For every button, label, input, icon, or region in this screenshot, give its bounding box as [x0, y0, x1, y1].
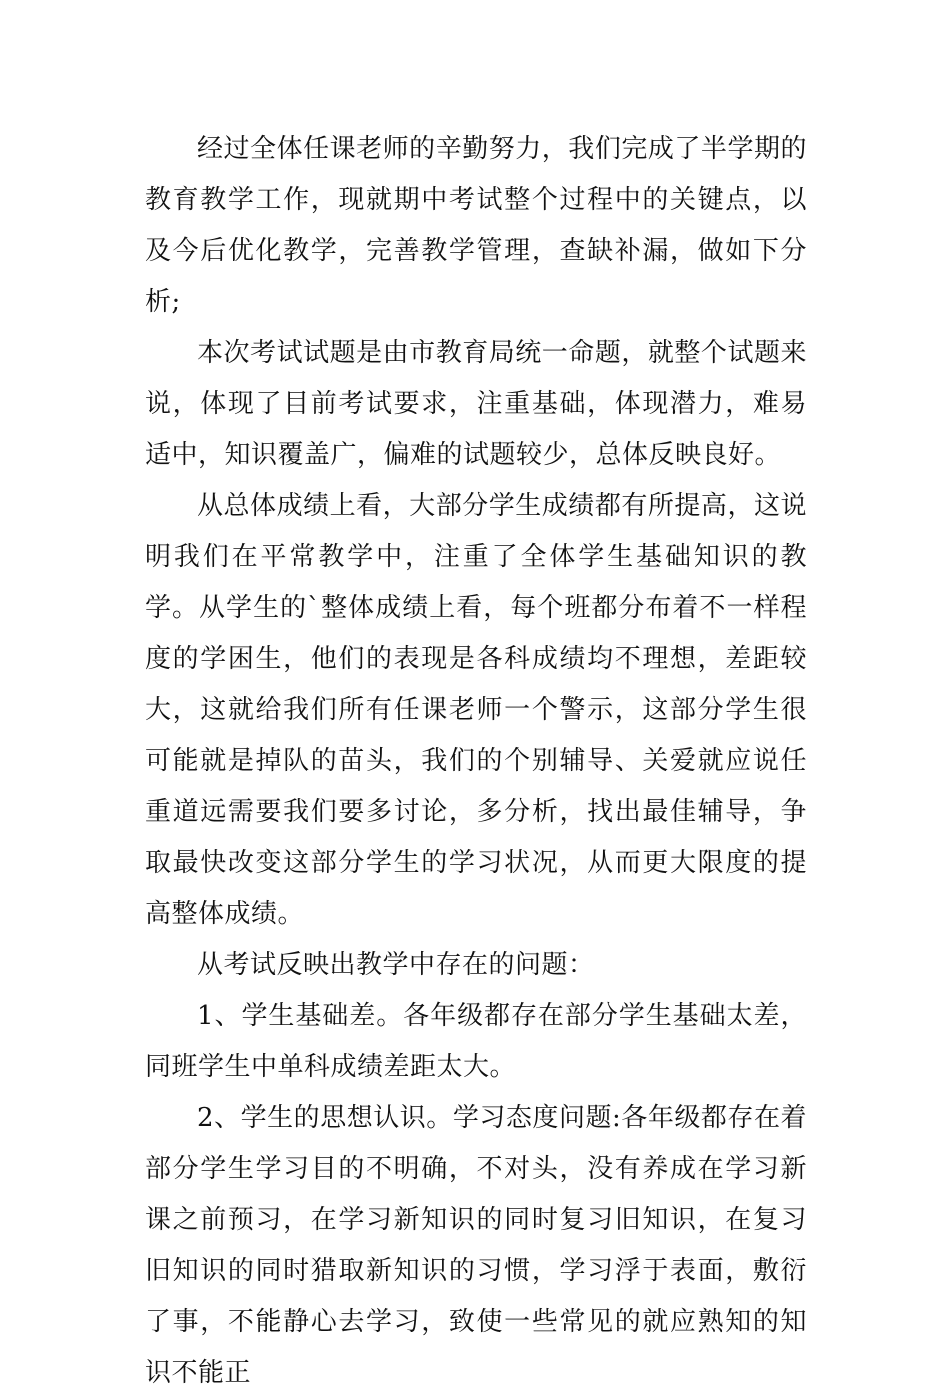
- paragraph-exam-questions: 本次考试试题是由市教育局统一命题，就整个试题来说，体现了目前考试要求，注重基础，体现潜力，难易适中，知识覆盖广，偏难的试题较少，总体反映良好。: [145, 338, 807, 470]
- paragraph-problems-heading: 从考试反映出教学中存在的问题：: [197, 950, 595, 980]
- paragraph-intro: 经过全体任课老师的辛勤努力，我们完成了半学期的教育教学工作，现就期中考试整个过程中的关键点，以及今后优化教学，完善教学管理，查缺补漏，做如下分析;: [145, 134, 807, 317]
- paragraph-overall-scores: 从总体成绩上看，大部分学生成绩都有所提高，这说明我们在平常教学中，注重了全体学生基础知识的教学。从学生的`整体成绩上看，每个班都分布着不一样程度的学困生，他们的表现是各科成绩均不理想，差距较大，这就给我们所有任课老师一个警示，这部分学生很可能就是掉队的苗头，我们的个别辅导、关爱就应说任重道远需要我们要多讨论，多分析，找出最佳辅导，争取最快改变这部分学生的学习状况，从而更大限度的提高整体成绩。: [145, 491, 807, 929]
- paragraph-problem-1: 1、学生基础差。各年级都存在部分学生基础太差，同班学生中单科成绩差距太大。: [145, 1001, 807, 1082]
- paragraph-problem-2: 2、学生的思想认识。学习态度问题:各年级都存在着部分学生学习目的不明确，不对头，没有养成在学习新课之前预习，在学习新知识的同时复习旧知识，在复习旧知识的同时猎取新知识的习惯，学习浮于表面，敷衍了事，不能静心去学习，致使一些常见的就应熟知的知识不能正: [145, 1103, 807, 1388]
- document-body: [145, 124, 807, 1399]
